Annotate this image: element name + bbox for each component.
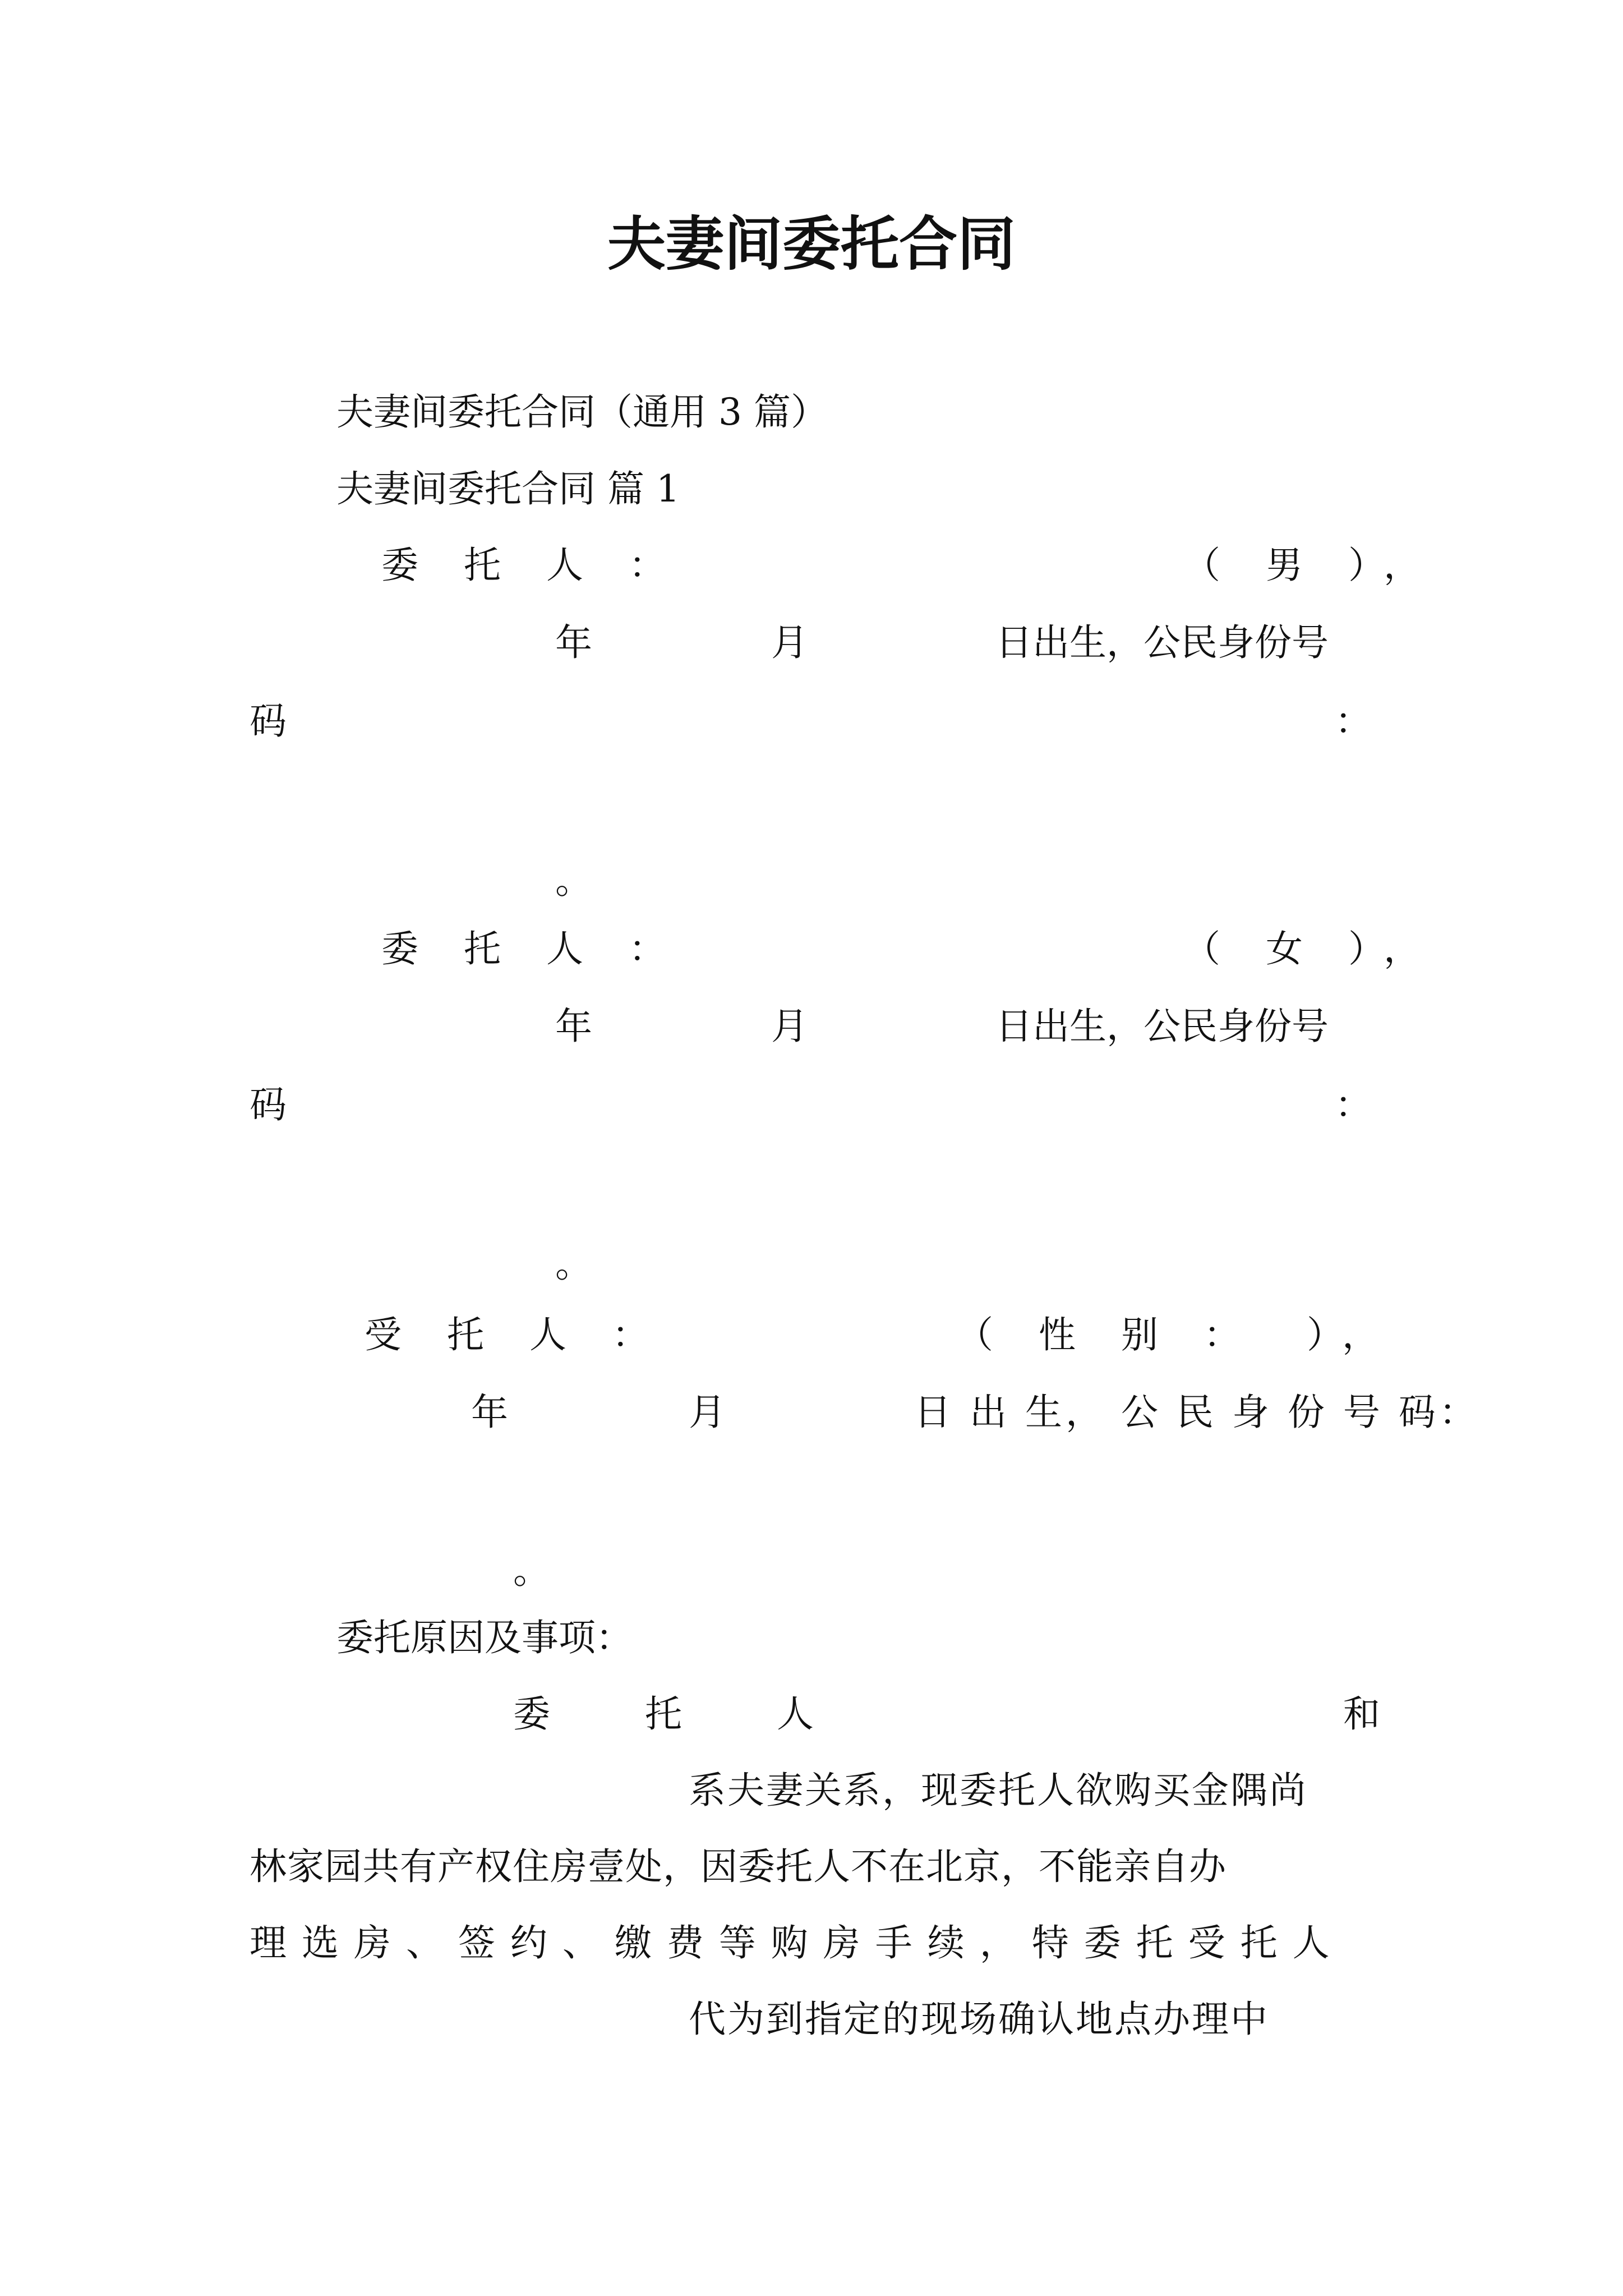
principal-1-period: 。 xyxy=(555,859,592,902)
agent-month: 月 xyxy=(689,1391,726,1434)
reason-word-3: 人 xyxy=(777,1692,814,1736)
principal-1-id-char: 码 xyxy=(250,700,287,743)
principal-1-colon: ： xyxy=(1335,700,1372,743)
principal-2-month: 月 xyxy=(771,1005,808,1048)
reason-line-5: 代为到指定的现场确认地点办理中 xyxy=(689,1998,1269,2041)
agent-gender-close: ）， xyxy=(1307,1313,1396,1356)
agent-year: 年 xyxy=(471,1391,508,1434)
principal-2-id-char: 码 xyxy=(250,1083,287,1126)
principal-1-month: 月 xyxy=(771,621,808,664)
principal-2-year: 年 xyxy=(555,1005,592,1048)
reason-heading: 委托原因及事项： xyxy=(336,1616,633,1659)
reason-line-3: 林家园共有产权住房壹处，因委托人不在北京，不能亲自办 xyxy=(250,1845,1227,1888)
principal-1-year: 年 xyxy=(555,621,592,664)
agent-birth-id: 日 出 生， 公 民 身 份 号 码： xyxy=(914,1391,1479,1434)
principal-1-label: 委 托 人 ： xyxy=(381,544,683,587)
principal-2-colon: ： xyxy=(1335,1083,1372,1126)
reason-word-1: 委 xyxy=(513,1692,550,1736)
principal-2-label: 委 托 人 ： xyxy=(381,927,683,970)
agent-period: 。 xyxy=(513,1549,550,1592)
reason-word-4: 和 xyxy=(1343,1692,1380,1736)
agent-gender: （ 性 别 ： xyxy=(956,1313,1257,1356)
reason-word-2: 托 xyxy=(645,1692,682,1736)
principal-2-gender: （ 女 ）， xyxy=(1183,927,1437,970)
principal-2-birth-id: 日出生，公民身份号 xyxy=(995,1005,1329,1048)
reason-line-2: 系夫妻关系，现委托人欲购买金隅尚 xyxy=(689,1769,1308,1812)
section-heading: 夫妻间委托合同 篇 1 xyxy=(336,467,680,510)
principal-1-gender: （ 男 ）， xyxy=(1183,544,1437,587)
document-subtitle: 夫妻间委托合同（通用 3 篇） xyxy=(336,390,828,434)
principal-1-birth-id: 日出生，公民身份号 xyxy=(995,621,1329,664)
principal-2-period: 。 xyxy=(555,1243,592,1286)
document-title: 夫妻间委托合同 xyxy=(607,209,1016,278)
reason-line-4: 理 选 房 、 签 约 、 缴 费 等 购 房 手 续 ， 特 委 托 受 托 人 xyxy=(250,1921,1331,1964)
agent-label: 受 托 人 ： xyxy=(365,1313,666,1356)
